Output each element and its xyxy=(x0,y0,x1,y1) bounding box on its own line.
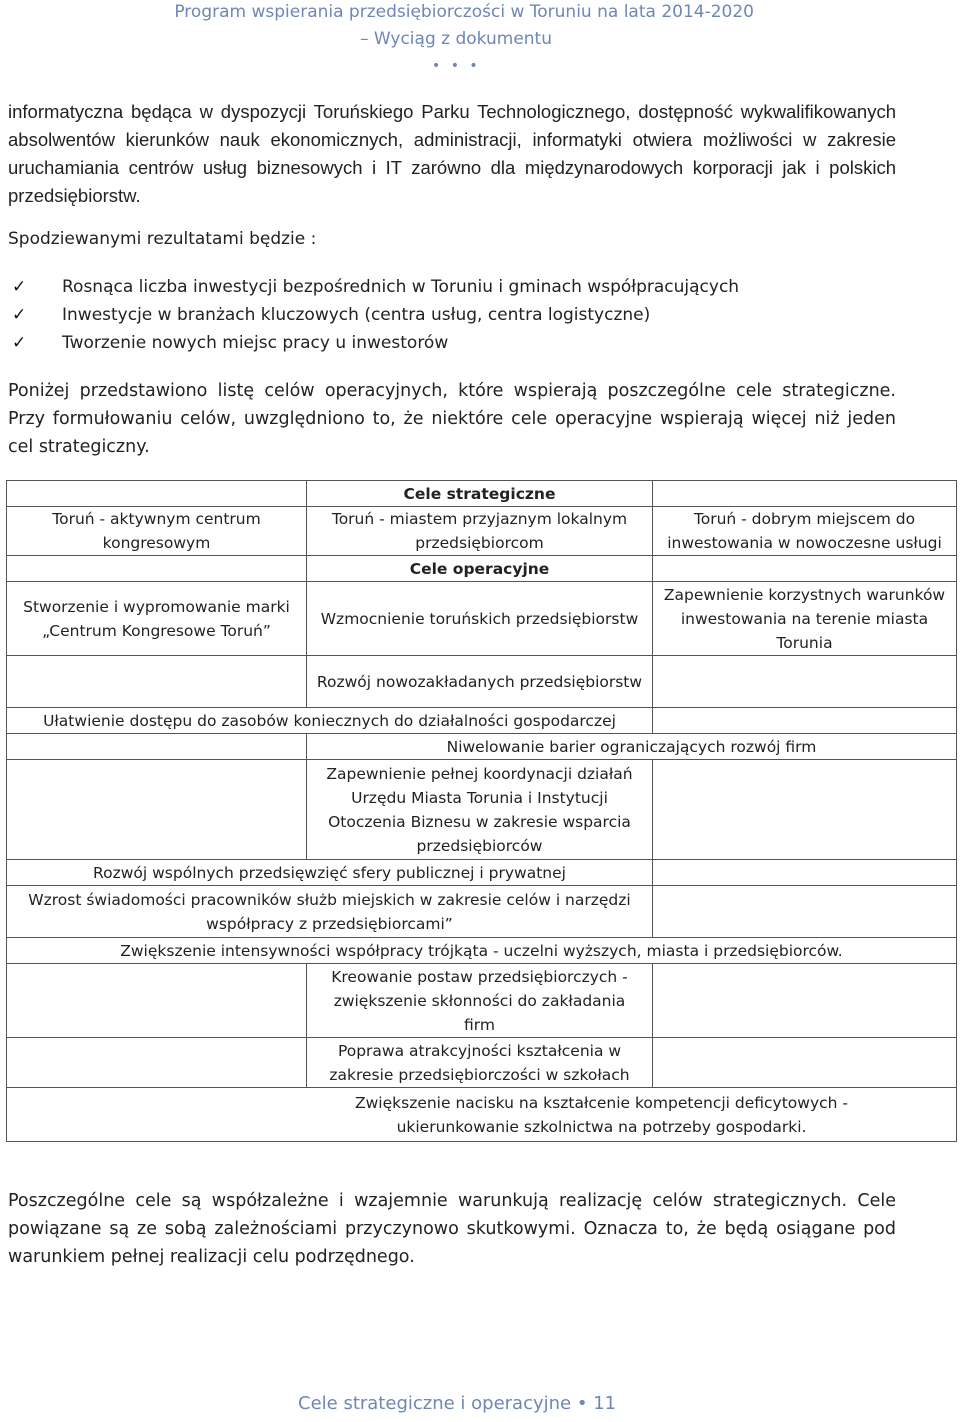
list-item-text: Inwestycje w branżach kluczowych (centra usług, centra logistyczne) xyxy=(62,305,651,325)
table-empty-cell xyxy=(653,708,957,734)
page-number: 11 xyxy=(593,1393,617,1414)
list-item-text: Tworzenie nowych miejsc pracy u inwestorów xyxy=(62,333,449,353)
operational-goal: Ułatwienie dostępu do zasobów koniecznych do działalności gospodarczej xyxy=(7,708,653,734)
operational-goals-header: Cele operacyjne xyxy=(307,556,653,582)
footer-title: Cele strategiczne i operacyjne xyxy=(298,1393,572,1414)
operational-goal: Rozwój wspólnych przedsięwzięć sfery publicznej i prywatnej xyxy=(7,860,653,886)
operational-goal: Zapewnienie pełnej koordynacji działań Urzędu Miasta Torunia i Instytucji Otoczenia Biznesu w zakresie wsparcia przedsiębiorców xyxy=(307,760,653,860)
table-empty-cell xyxy=(653,481,957,507)
operational-goal: Zapewnienie korzystnych warunków inwestowania na terenie miasta Torunia xyxy=(653,582,957,656)
table-empty-cell xyxy=(653,964,957,1038)
checkmark-icon: ✓ xyxy=(12,277,27,297)
table-empty-cell xyxy=(7,734,307,760)
operational-goal: Wzrost świadomości pracowników służb miejskich w zakresie celów i narzędzi współpracy z przedsiębiorcami” xyxy=(7,886,653,938)
list-paragraph: Poniżej przedstawiono listę celów operacyjnych, które wspierają poszczególne cele strategiczne. Przy formułowaniu celów, uwzględniono to, że niektóre cele operacyjne wspierają więcej niż jeden cel strategiczny. xyxy=(8,381,896,457)
strategic-goal: Toruń - aktywnym centrum kongresowym xyxy=(7,507,307,556)
intro-paragraph: informatyczna będąca w dyspozycji Toruńskiego Parku Technologicznego, dostępność wykwalifikowanych absolwentów kierunków nauk ekonomicznych, administracji, informatyki otwiera możliwości w zakresie uruchamiania centrów usług biznesowych i IT zarówno dla międzynarodowych korporacji jak i polskich przedsiębiorstw. xyxy=(8,101,896,206)
table-empty-cell xyxy=(7,1038,307,1088)
table-empty-cell xyxy=(653,656,957,708)
operational-goal: Wzmocnienie toruńskich przedsiębiorstw xyxy=(307,582,653,656)
table-empty-cell xyxy=(653,1038,957,1088)
header-title: Program wspierania przedsiębiorczości w Toruniu na lata 2014-2020 xyxy=(174,2,754,22)
closing-paragraph: Poszczególne cele są współzależne i wzajemnie warunkują realizację celów strategicznych. Cele powiązane są ze sobą zależnościami przyczynowo skutkowymi. Oznacza to, że będą osiągane pod warunkiem pełnej realizacji celu podrzędnego. xyxy=(8,1191,896,1267)
table-empty-cell xyxy=(653,886,957,938)
strategic-goals-header: Cele strategiczne xyxy=(307,481,653,507)
operational-goal: Kreowanie postaw przedsiębiorczych - zwiększenie skłonności do zakładania firm xyxy=(307,964,653,1038)
table-empty-cell xyxy=(7,481,307,507)
header-subtitle: – Wyciąg z dokumentu xyxy=(359,29,552,49)
list-item xyxy=(12,273,739,301)
header-dots: • • • xyxy=(432,58,481,74)
operational-goal: Poprawa atrakcyjności kształcenia w zakresie przedsiębiorczości w szkołach xyxy=(307,1038,653,1088)
page-footer xyxy=(298,1393,616,1414)
checkmark-icon: ✓ xyxy=(12,305,27,325)
table-empty-cell xyxy=(7,964,307,1038)
operational-goal: Rozwój nowozakładanych przedsiębiorstw xyxy=(307,656,653,708)
operational-goal: Niwelowanie barier ograniczających rozwój firm xyxy=(307,734,957,760)
results-lead: Spodziewanymi rezultatami będzie : xyxy=(8,229,317,249)
table-empty-cell xyxy=(653,556,957,582)
goals-table xyxy=(6,480,957,1142)
strategic-goal: Toruń - dobrym miejscem do inwestowania w nowoczesne usługi xyxy=(653,507,957,556)
list-item-text: Rosnąca liczba inwestycji bezpośrednich w Toruniu i gminach współpracujących xyxy=(62,277,740,297)
operational-goal: Zwiększenie nacisku na kształcenie kompetencji deficytowych - ukierunkowanie szkolnictwa na potrzeby gospodarki. xyxy=(7,1088,957,1142)
table-empty-cell xyxy=(7,556,307,582)
table-empty-cell xyxy=(653,860,957,886)
strategic-goal: Toruń - miastem przyjaznym lokalnym przedsiębiorcom xyxy=(307,507,653,556)
checkmark-icon: ✓ xyxy=(12,333,27,353)
list-item xyxy=(12,329,739,357)
table-empty-cell xyxy=(7,760,307,860)
footer-bullet: • xyxy=(576,1393,588,1414)
table-empty-cell xyxy=(653,760,957,860)
operational-goal: Zwiększenie intensywności współpracy trójkąta - uczelni wyższych, miasta i przedsiębiorców. xyxy=(7,938,957,964)
table-empty-cell xyxy=(7,656,307,708)
list-item xyxy=(12,301,739,329)
operational-goal: Stworzenie i wypromowanie marki „Centrum Kongresowe Toruń” xyxy=(7,582,307,656)
results-list xyxy=(12,273,739,357)
